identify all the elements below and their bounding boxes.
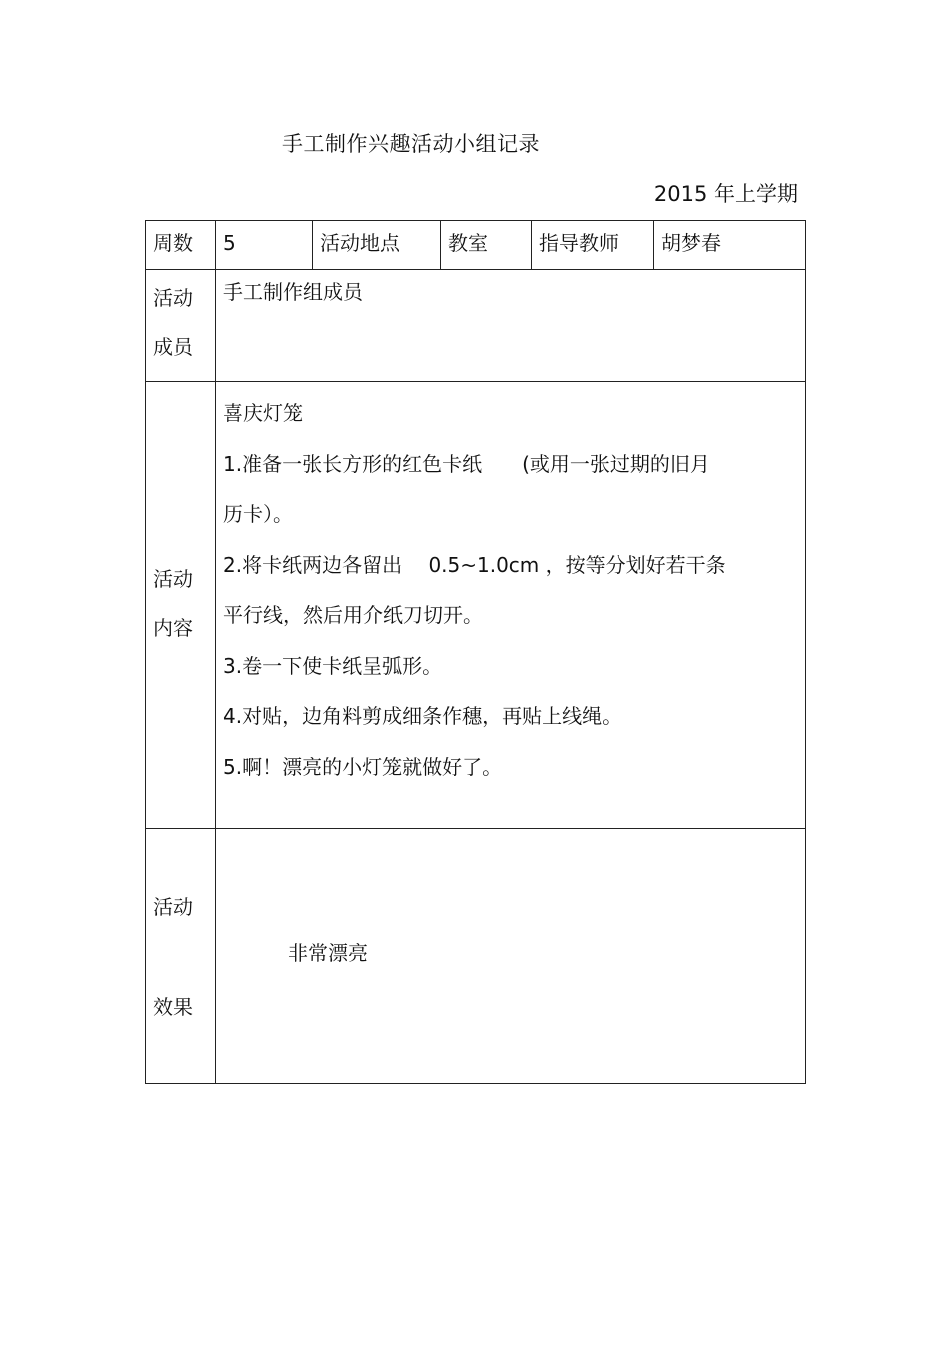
location-label: 活动地点	[320, 231, 400, 255]
effect-label-line1: 活动	[153, 895, 193, 919]
activity-record-table	[145, 220, 806, 1084]
teacher-value-cell	[654, 221, 806, 270]
location-value: 教室	[448, 231, 488, 255]
effect-label	[146, 829, 215, 1032]
effect-value: 非常漂亮	[288, 941, 368, 965]
teacher-label: 指导教师	[539, 231, 619, 255]
content-step-line: 3.卷一下使卡纸呈弧形。	[223, 653, 443, 678]
content-row	[146, 382, 806, 829]
week-value: 5	[223, 231, 236, 255]
members-value-cell	[216, 270, 806, 382]
week-label: 周数	[153, 231, 193, 255]
content-step-line: 历卡）。	[223, 502, 293, 526]
members-row	[146, 270, 806, 382]
content-label-line1: 活动	[153, 567, 193, 591]
teacher-label-cell	[532, 221, 654, 270]
term-label: 2015 年上学期	[653, 182, 798, 206]
document-title: 手工制作兴趣活动小组记录	[282, 132, 540, 156]
content-step-line: 4.对贴，边角料剪成细条作穗，再贴上线绳。	[223, 704, 623, 728]
members-label-cell	[146, 270, 216, 382]
content-label-line2: 内容	[153, 616, 193, 640]
content-body	[216, 382, 805, 792]
members-label-line2: 成员	[153, 335, 193, 359]
content-step-line: 5.啊！漂亮的小灯笼就做好了。	[223, 754, 503, 779]
content-heading: 喜庆灯笼	[223, 401, 303, 425]
week-value-cell	[216, 221, 313, 270]
location-value-cell	[441, 221, 532, 270]
content-step-line: 2.将卡纸两边各留出 0.5~1.0cm ，按等分划好若干条	[223, 552, 726, 577]
content-label-cell	[146, 382, 216, 829]
members-value: 手工制作组成员	[223, 280, 363, 304]
effect-row	[146, 829, 806, 1084]
header-row	[146, 221, 806, 270]
content-value-cell	[216, 382, 806, 829]
members-label-line1: 活动	[153, 286, 193, 310]
location-label-cell	[313, 221, 441, 270]
content-label	[146, 382, 215, 653]
effect-label-cell	[146, 829, 216, 1084]
effect-label-line2: 效果	[153, 995, 193, 1019]
week-label-cell	[146, 221, 216, 270]
content-step-line: 1.准备一张长方形的红色卡纸 (或用一张过期的旧月	[223, 451, 710, 476]
members-label	[146, 270, 215, 372]
effect-value-cell	[216, 829, 806, 1084]
content-step-line: 平行线，然后用介纸刀切开。	[223, 603, 483, 627]
teacher-value: 胡梦春	[661, 231, 721, 255]
